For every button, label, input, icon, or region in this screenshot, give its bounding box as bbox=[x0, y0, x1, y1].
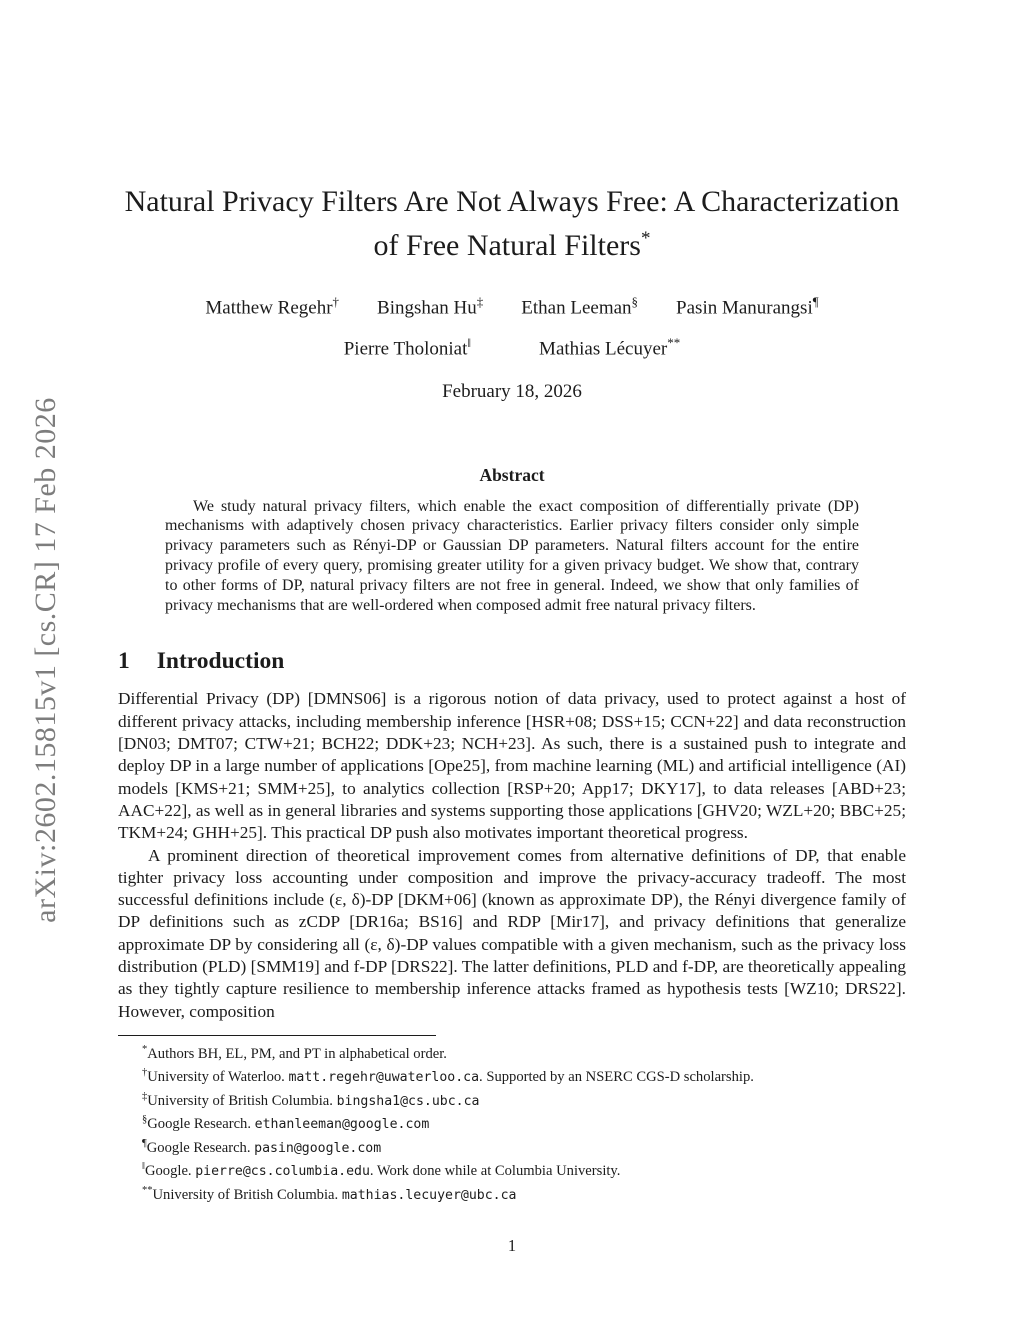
author-regehr bbox=[205, 290, 339, 319]
author-footnote-mark: ¶ bbox=[812, 294, 819, 309]
author-footnote-mark: § bbox=[631, 294, 639, 309]
title-line-2: of Free Natural Filters bbox=[373, 229, 641, 262]
footnote-marker: ‡ bbox=[142, 1090, 148, 1102]
footnote-text: University of British Columbia. bbox=[147, 1092, 337, 1109]
author-leeman bbox=[521, 290, 638, 319]
footnote-email: pierre@cs.columbia.edu bbox=[195, 1164, 370, 1180]
footnote-text: Google. bbox=[144, 1163, 196, 1180]
author-name: Pasin Manurangsi bbox=[676, 297, 813, 319]
footnote-tholoniat bbox=[118, 1158, 906, 1181]
section-number: 1 bbox=[118, 648, 130, 675]
author-footnote-mark: ** bbox=[667, 335, 681, 351]
footnote-hu bbox=[118, 1088, 906, 1111]
page-number: 1 bbox=[507, 1236, 517, 1255]
authors-row-2 bbox=[118, 331, 906, 360]
abstract-text: We study natural privacy filters, which enable the exact composition of differentially private (DP) mechanisms with adaptively chosen privacy characteristics. Earlier privacy filters consider only simple privacy parameters such as Rényi-DP or Gaussian DP parameters. Natural filters account for the entire privacy profile of every query, promising greater utility for a given privacy budget. We show that, contrary to other forms of DP, natural privacy filters are not free in general. Indeed, we show that only families of privacy mechanisms that are well-ordered when composed admit free natural privacy filters. bbox=[165, 497, 859, 614]
footnote-marker: ¶ bbox=[142, 1137, 147, 1149]
author-name: Pierre Tholoniat bbox=[343, 338, 468, 360]
footnote-text: . Supported by an NSERC CGS-D scholarship. bbox=[479, 1069, 754, 1086]
section-heading-introduction bbox=[118, 648, 906, 675]
author-footnote-mark: ‡ bbox=[476, 294, 484, 309]
footnote-text: . Work done while at Columbia University. bbox=[369, 1163, 621, 1180]
intro-paragraph-2: A prominent direction of theoretical improvement comes from alternative definitions of DP, that enable tighter privacy loss accounting under composition and improve the privacy-accuracy tradeoff. The most successful definitions include (ε, δ)-DP [DKM+06] (known as approximate DP), the Rényi divergence family of DP definitions such as zCDP [DR16a; BS16] and RDP [Mir17], and privacy definitions that generalize approximate DP by considering all (ε, δ)-DP values compatible with a given mechanism, such as the privacy loss distribution (PLD) [SMM19] and f-DP [DRS22]. The latter definitions, PLD and f-DP, are theoretically appealing as they tightly capture resilience to membership inference attacks framed as hypothesis tests [WZ10; DRS22]. However, composition bbox=[118, 845, 906, 1021]
footnote-text: University of British Columbia. bbox=[152, 1186, 342, 1203]
footnote-lecuyer bbox=[118, 1182, 906, 1205]
author-tholoniat bbox=[344, 331, 471, 360]
paper-content bbox=[118, 0, 906, 1205]
footnote-manurangsi bbox=[118, 1135, 906, 1158]
footnote-email: bingsha1@cs.ubc.ca bbox=[336, 1093, 480, 1109]
paper-title bbox=[118, 183, 906, 264]
footnote-marker: * bbox=[142, 1043, 148, 1055]
footnote-text: University of Waterloo. bbox=[147, 1069, 289, 1086]
footnotes-block bbox=[118, 1041, 906, 1205]
footnote-divider bbox=[118, 1035, 436, 1036]
author-name: Ethan Leeman bbox=[521, 297, 632, 319]
footnote-text: Google Research. bbox=[147, 1116, 255, 1133]
authors-row-1 bbox=[118, 290, 906, 319]
author-name: Bingshan Hu bbox=[377, 297, 477, 319]
intro-paragraph-1: Differential Privacy (DP) [DMNS06] is a rigorous notion of data privacy, used to protect against a host of different privacy attacks, including membership inference [HSR+08; DSS+15; CCN+22] and data reconstruction [DN03; DMT07; CTW+21; BCH22; DDK+23; NCH+23]. As such, there is a sustained push to integrate and deploy DP in a large number of applications [Ope25], from machine learning (ML) and artificial intelligence (AI) models [KMS+21; SMM+25], to analytics collection [RSP+20; App17; DKY17], to data releases [ABD+23; AAC+22], as well as in general libraries and systems supporting those applications [GHV20; WZL+20; BBC+25; TKM+24; GHH+25]. This practical DP push also motivates important theoretical progress. bbox=[118, 689, 906, 843]
author-lecuyer bbox=[539, 331, 680, 360]
author-hu bbox=[377, 290, 483, 319]
paper-date: February 18, 2026 bbox=[442, 380, 582, 402]
author-name: Matthew Regehr bbox=[205, 297, 333, 319]
author-name: Mathias Lécuyer bbox=[539, 338, 668, 360]
footnote-marker: § bbox=[142, 1114, 148, 1126]
footnote-authors-order bbox=[118, 1041, 906, 1064]
footnote-regehr bbox=[118, 1064, 906, 1087]
footnote-marker: ‖ bbox=[142, 1161, 145, 1173]
arxiv-watermark: arXiv:2602.15815v1 [cs.CR] 17 Feb 2026 bbox=[29, 397, 62, 923]
section-title: Introduction bbox=[156, 648, 285, 675]
footnote-marker: † bbox=[142, 1067, 148, 1079]
footnote-marker: ** bbox=[142, 1184, 153, 1196]
author-footnote-mark: † bbox=[332, 294, 340, 309]
author-manurangsi bbox=[676, 290, 819, 319]
footnote-email: ethanleeman@google.com bbox=[254, 1117, 430, 1133]
footnote-text: Authors BH, EL, PM, and PT in alphabetical order. bbox=[147, 1045, 447, 1062]
footnote-email: pasin@google.com bbox=[254, 1140, 382, 1156]
footnote-text: Google Research. bbox=[146, 1139, 255, 1156]
footnote-email: matt.regehr@uwaterloo.ca bbox=[288, 1070, 480, 1086]
author-footnote-mark: ‖ bbox=[467, 335, 472, 351]
footnote-leeman bbox=[118, 1111, 906, 1134]
title-line-1: Natural Privacy Filters Are Not Always Free: A Characterization bbox=[124, 185, 900, 218]
title-footnote-mark: * bbox=[640, 228, 651, 249]
abstract-heading: Abstract bbox=[479, 464, 545, 485]
footnote-email: mathias.lecuyer@ubc.ca bbox=[341, 1187, 517, 1203]
